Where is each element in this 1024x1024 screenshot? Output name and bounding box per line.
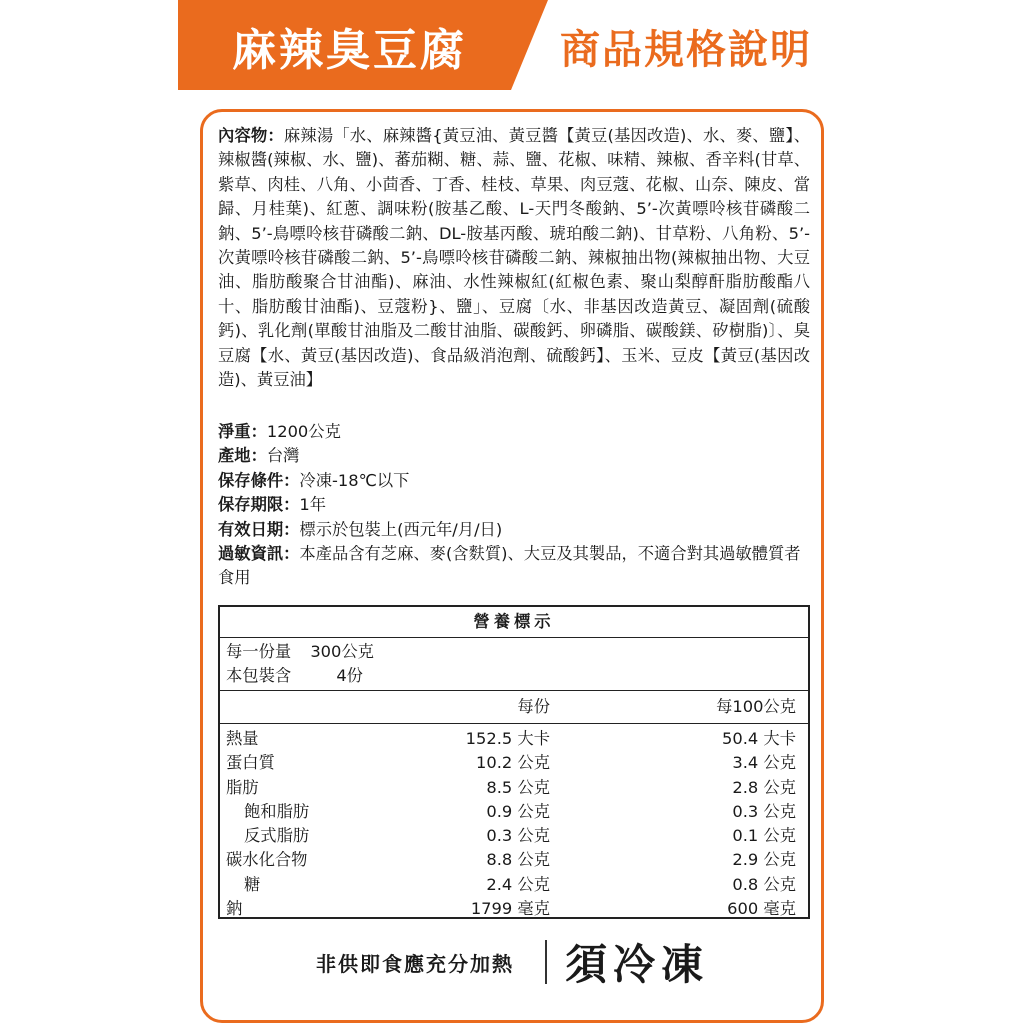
nutrient-name: 飽和脂肪 <box>244 801 310 821</box>
servings-label: 本包裝含 <box>226 666 292 685</box>
allergen-label: 過敏資訊： <box>218 544 300 564</box>
frozen-notice: 須冷凍 <box>565 940 710 989</box>
shelf-life-row <box>218 493 810 517</box>
nutrient-per-100g: 0.8 公克 <box>732 874 796 894</box>
nutrition-table <box>218 605 810 919</box>
table-row <box>220 897 808 921</box>
expiry-label: 有效日期： <box>218 519 300 539</box>
nutrient-per-100g: 0.1 公克 <box>732 826 796 846</box>
table-row <box>220 727 808 751</box>
column-per-100g: 每100公克 <box>716 697 796 716</box>
table-row <box>220 873 808 897</box>
shelf-life-label: 保存期限： <box>218 495 300 515</box>
nutrient-per-serving: 2.4 公克 <box>486 874 550 894</box>
spec-title: 商品規格說明 <box>560 27 812 73</box>
nutrient-name: 蛋白質 <box>226 753 275 773</box>
nutrient-per-100g: 0.3 公克 <box>732 801 796 821</box>
nutrient-name: 鈉 <box>226 899 243 919</box>
nutrient-name: 糖 <box>244 874 261 894</box>
expiry-value: 標示於包裝上(西元年/月/日) <box>299 519 503 539</box>
nutrient-name: 脂肪 <box>226 777 259 797</box>
serving-size-label: 每一份量 <box>226 642 292 661</box>
heat-notice: 非供即食應充分加熱 <box>316 952 514 976</box>
expiry-row <box>218 518 810 542</box>
nutrient-name: 熱量 <box>226 729 259 748</box>
ingredients-label: 內容物： <box>218 126 284 145</box>
table-row <box>220 776 808 800</box>
nutrient-name: 反式脂肪 <box>244 826 310 846</box>
product-name: 麻辣臭豆腐 <box>232 25 467 76</box>
serving-size-value: 300公克 <box>310 642 374 661</box>
table-row <box>220 824 808 848</box>
serving-size-row <box>226 640 802 664</box>
nutrient-per-100g: 3.4 公克 <box>732 753 796 773</box>
serving-info <box>220 638 808 691</box>
storage-row <box>218 469 810 493</box>
nutrient-per-serving: 8.5 公克 <box>486 777 550 797</box>
allergen-row <box>218 542 810 591</box>
table-row <box>220 848 808 872</box>
nutrition-title: 營養標示 <box>220 607 808 638</box>
nutrient-per-serving: 1799 毫克 <box>470 899 550 919</box>
net-weight-row <box>218 420 810 444</box>
nutrient-per-serving: 8.8 公克 <box>486 850 550 870</box>
servings-row <box>226 664 802 688</box>
nutrient-per-serving: 10.2 公克 <box>476 753 550 773</box>
servings-value: 4份 <box>336 666 363 685</box>
nutrient-per-100g: 2.9 公克 <box>732 850 796 870</box>
nutrient-per-serving: 0.3 公克 <box>486 826 550 846</box>
net-weight-value: 1200公克 <box>266 422 341 441</box>
nutrient-per-100g: 600 毫克 <box>727 899 796 919</box>
product-info <box>218 420 810 591</box>
ingredients-section <box>218 124 810 392</box>
origin-value: 台灣 <box>266 446 300 466</box>
origin-label: 產地： <box>218 446 267 466</box>
ingredients-text: 麻辣湯「水、麻辣醬{黃豆油、黃豆醬【黃豆(基因改造)、水、麥、鹽】、辣椒醬(辣椒、水、鹽)、蕃茄糊、糖、蒜、鹽、花椒、味精、辣椒、香辛料(甘草、紫草、肉桂、八角、小茴香、丁香、桂枝、草果、肉豆蔻、花椒、山奈、陳皮、當歸、月桂葉)、紅蔥、調味粉(胺基乙酸、L-天門冬酸鈉、5’-次黃嘌呤核苷磷酸二鈉、5’-鳥嘌呤核苷磷酸二鈉、DL-胺基丙酸、琥珀酸二鈉)、甘草粉、八角粉、5’-次黃嘌呤核苷磷酸二鈉、5’-鳥嘌呤核苷磷酸二鈉、辣椒抽出物(辣椒抽出物、大豆油、脂肪酸聚合甘油酯)、麻油、水性辣椒紅(紅椒色素、聚山梨醇酐脂肪酸酯八十、脂肪酸甘油酯)、豆蔻粉}、鹽」、豆腐〔水、非基因改造黃豆、凝固劑(硫酸鈣)、乳化劑(單酸甘油脂及二酸甘油脂、碳酸鈣、卵磷脂、碳酸鎂、矽樹脂)〕、臭豆腐【水、黃豆(基因改造)、食品級消泡劑、硫酸鈣】、玉米、豆皮【黃豆(基因改造)、黃豆油】 <box>218 126 810 390</box>
table-row <box>220 751 808 775</box>
nutrient-per-100g: 50.4 大卡 <box>722 729 796 748</box>
origin-row <box>218 444 810 468</box>
nutrition-column-headers <box>220 691 808 724</box>
shelf-life-value: 1年 <box>299 495 327 515</box>
table-row <box>220 800 808 824</box>
storage-label: 保存條件： <box>218 470 300 490</box>
nutrient-per-100g: 2.8 公克 <box>732 777 796 797</box>
allergen-value: 本產品含有芝麻、麥(含麩質)、大豆及其製品，不適合對其過敏體質者食用 <box>218 544 801 588</box>
nutrient-per-serving: 0.9 公克 <box>486 801 550 821</box>
nutrient-per-serving: 152.5 大卡 <box>465 729 550 748</box>
column-per-serving: 每份 <box>517 697 550 716</box>
nutrient-name: 碳水化合物 <box>226 850 308 870</box>
footer-divider <box>545 940 547 984</box>
storage-value: 冷凍-18℃以下 <box>299 470 410 490</box>
net-weight-label: 淨重： <box>218 422 267 441</box>
nutrition-rows <box>220 724 808 921</box>
